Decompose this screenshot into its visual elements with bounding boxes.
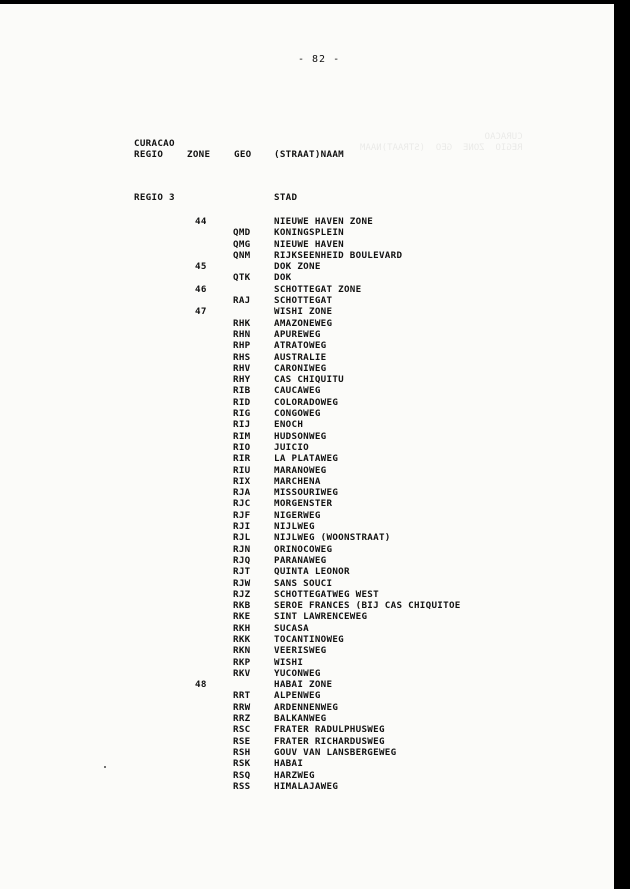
row-geo: RKH [233, 622, 251, 634]
list-item [0, 374, 614, 385]
row-name: COLORADOWEG [274, 396, 339, 408]
section-name: STAD [274, 192, 298, 203]
row-name: VEERISWEG [274, 645, 327, 657]
row-geo: RKN [233, 645, 251, 657]
row-zone: 48 [195, 679, 207, 691]
row-geo: RKB [233, 600, 251, 612]
row-name: BALKANWEG [274, 713, 327, 725]
list-item [0, 702, 614, 713]
row-geo: RSK [233, 758, 251, 770]
list-item [0, 216, 614, 227]
row-geo: RHN [233, 328, 251, 340]
row-name: DOK ZONE [274, 261, 321, 273]
document-page [0, 4, 614, 889]
row-geo: RIG [233, 408, 251, 420]
list-item [0, 747, 614, 758]
row-geo: RIU [233, 464, 251, 476]
row-geo: RJN [233, 543, 251, 555]
list-item [0, 442, 614, 453]
row-name: QUINTA LEONOR [274, 566, 350, 578]
list-item [0, 544, 614, 555]
row-geo: RSH [233, 746, 251, 758]
row-name: CAUCAWEG [274, 385, 321, 397]
row-geo: RHK [233, 317, 251, 329]
list-item [0, 668, 614, 679]
row-name: NIJLWEG [274, 521, 315, 533]
list-item [0, 532, 614, 543]
list-item [0, 657, 614, 668]
row-name: KONINGSPLEIN [274, 227, 344, 239]
list-item [0, 634, 614, 645]
list-item [0, 555, 614, 566]
row-geo: RHP [233, 340, 251, 352]
scan-speck [104, 766, 106, 768]
row-geo: RIM [233, 430, 251, 442]
row-geo: RIR [233, 453, 251, 465]
row-zone: 47 [195, 306, 207, 318]
row-geo: RJW [233, 577, 251, 589]
region-heading: CURACAO [134, 138, 175, 149]
list-item [0, 250, 614, 261]
list-item [0, 295, 614, 306]
page-number: - 82 - [298, 54, 341, 65]
list-item [0, 690, 614, 701]
list-item [0, 329, 614, 340]
column-header-zone: ZONE [187, 149, 211, 160]
row-name: HABAI ZONE [274, 679, 333, 691]
list-item [0, 623, 614, 634]
list-item [0, 306, 614, 317]
row-name: SUCASA [274, 622, 309, 634]
list-item [0, 566, 614, 577]
row-name: CAS CHIQUITU [274, 374, 344, 386]
row-geo: RJC [233, 498, 251, 510]
row-name: HUDSONWEG [274, 430, 327, 442]
row-name: NIGERWEG [274, 509, 321, 521]
section-regio: REGIO 3 [134, 192, 175, 203]
row-geo: RRW [233, 701, 251, 713]
list-item [0, 679, 614, 690]
row-geo: RJL [233, 532, 251, 544]
row-geo: RSE [233, 735, 251, 747]
row-name: GOUV VAN LANSBERGEWEG [274, 746, 397, 758]
row-name: TOCANTINOWEG [274, 633, 344, 645]
row-geo: RHY [233, 374, 251, 386]
row-name: JUICIO [274, 441, 309, 453]
row-name: SINT LAWRENCEWEG [274, 611, 368, 623]
list-item [0, 453, 614, 464]
row-name: CONGOWEG [274, 408, 321, 420]
row-name: SCHOTTEGAT ZONE [274, 283, 362, 295]
row-zone: 46 [195, 283, 207, 295]
list-item [0, 408, 614, 419]
list-item [0, 419, 614, 430]
row-name: NIJLWEG (WOONSTRAAT) [274, 532, 391, 544]
row-geo: RSS [233, 780, 251, 792]
list-item [0, 578, 614, 589]
bleed-through-shadow: CURACAO REGIO ZONE GEO (STRAAT)NAAM [360, 132, 523, 154]
row-name: FRATER RADULPHUSWEG [274, 724, 385, 736]
row-geo: QTK [233, 272, 251, 284]
row-name: YUCONWEG [274, 667, 321, 679]
row-name: LA PLATAWEG [274, 453, 339, 465]
street-list [0, 216, 614, 792]
row-geo: RJT [233, 566, 251, 578]
list-item [0, 431, 614, 442]
list-item [0, 465, 614, 476]
row-name: ALPENWEG [274, 690, 321, 702]
row-name: SCHOTTEGATWEG WEST [274, 588, 379, 600]
row-geo: RJA [233, 487, 251, 499]
list-item [0, 724, 614, 735]
row-geo: RAJ [233, 295, 251, 307]
row-name: NIEUWE HAVEN ZONE [274, 216, 374, 227]
list-item [0, 510, 614, 521]
row-zone: 44 [195, 216, 207, 227]
row-name: ENOCH [274, 419, 304, 431]
list-item [0, 261, 614, 272]
row-geo: RRT [233, 690, 251, 702]
row-name: MORGENSTER [274, 498, 333, 510]
list-item [0, 521, 614, 532]
row-geo: RKP [233, 656, 251, 668]
row-name: FRATER RICHARDUSWEG [274, 735, 385, 747]
row-name: MARCHENA [274, 475, 321, 487]
row-geo: QMG [233, 238, 251, 250]
list-item [0, 476, 614, 487]
list-item [0, 498, 614, 509]
row-name: ARDENNENWEG [274, 701, 339, 713]
row-geo: RKV [233, 667, 251, 679]
list-item [0, 385, 614, 396]
list-item [0, 487, 614, 498]
list-item [0, 284, 614, 295]
list-item [0, 352, 614, 363]
list-item [0, 600, 614, 611]
row-geo: RSQ [233, 769, 251, 781]
row-geo: RRZ [233, 713, 251, 725]
row-name: MARANOWEG [274, 464, 327, 476]
row-geo: RIO [233, 441, 251, 453]
list-item [0, 397, 614, 408]
row-name: AMAZONEWEG [274, 317, 333, 329]
column-header-naam: (STRAAT)NAAM [274, 149, 344, 160]
row-name: RIJKSEENHEID BOULEVARD [274, 249, 403, 261]
row-name: SEROE FRANCES (BIJ CAS CHIQUITOE [274, 600, 461, 612]
row-name: APUREWEG [274, 328, 321, 340]
row-name: SANS SOUCI [274, 577, 333, 589]
row-name: PARANAWEG [274, 554, 327, 566]
row-name: MISSOURIWEG [274, 487, 339, 499]
row-geo: RHS [233, 351, 251, 363]
list-item [0, 781, 614, 792]
row-name: WISHI [274, 656, 304, 668]
list-item [0, 227, 614, 238]
row-name: ORINOCOWEG [274, 543, 333, 555]
row-name: HABAI [274, 758, 304, 770]
row-geo: RKE [233, 611, 251, 623]
row-name: AUSTRALIE [274, 351, 327, 363]
row-name: WISHI ZONE [274, 306, 333, 318]
row-geo: RKK [233, 633, 251, 645]
list-item [0, 736, 614, 747]
list-item [0, 758, 614, 769]
row-name: HIMALAJAWEG [274, 780, 339, 792]
row-geo: RIX [233, 475, 251, 487]
row-geo: RJF [233, 509, 251, 521]
list-item [0, 589, 614, 600]
list-item [0, 713, 614, 724]
row-geo: RIJ [233, 419, 251, 431]
list-item [0, 611, 614, 622]
row-geo: QNM [233, 249, 251, 261]
row-geo: RHV [233, 362, 251, 374]
row-geo: RSC [233, 724, 251, 736]
row-geo: RIB [233, 385, 251, 397]
row-geo: RJI [233, 521, 251, 533]
column-header-geo: GEO [234, 149, 252, 160]
list-item [0, 770, 614, 781]
list-item [0, 645, 614, 656]
row-geo: RJQ [233, 554, 251, 566]
row-geo: RJZ [233, 588, 251, 600]
list-item [0, 272, 614, 283]
row-name: CARONIWEG [274, 362, 327, 374]
row-geo: RID [233, 396, 251, 408]
list-item [0, 318, 614, 329]
row-name: ATRATOWEG [274, 340, 327, 352]
row-zone: 45 [195, 261, 207, 273]
column-header-regio: REGIO [134, 149, 164, 160]
row-geo: QMD [233, 227, 251, 239]
list-item [0, 239, 614, 250]
row-name: DOK [274, 272, 292, 284]
row-name: NIEUWE HAVEN [274, 238, 344, 250]
row-name: SCHOTTEGAT [274, 295, 333, 307]
list-item [0, 340, 614, 351]
list-item [0, 363, 614, 374]
row-name: HARZWEG [274, 769, 315, 781]
